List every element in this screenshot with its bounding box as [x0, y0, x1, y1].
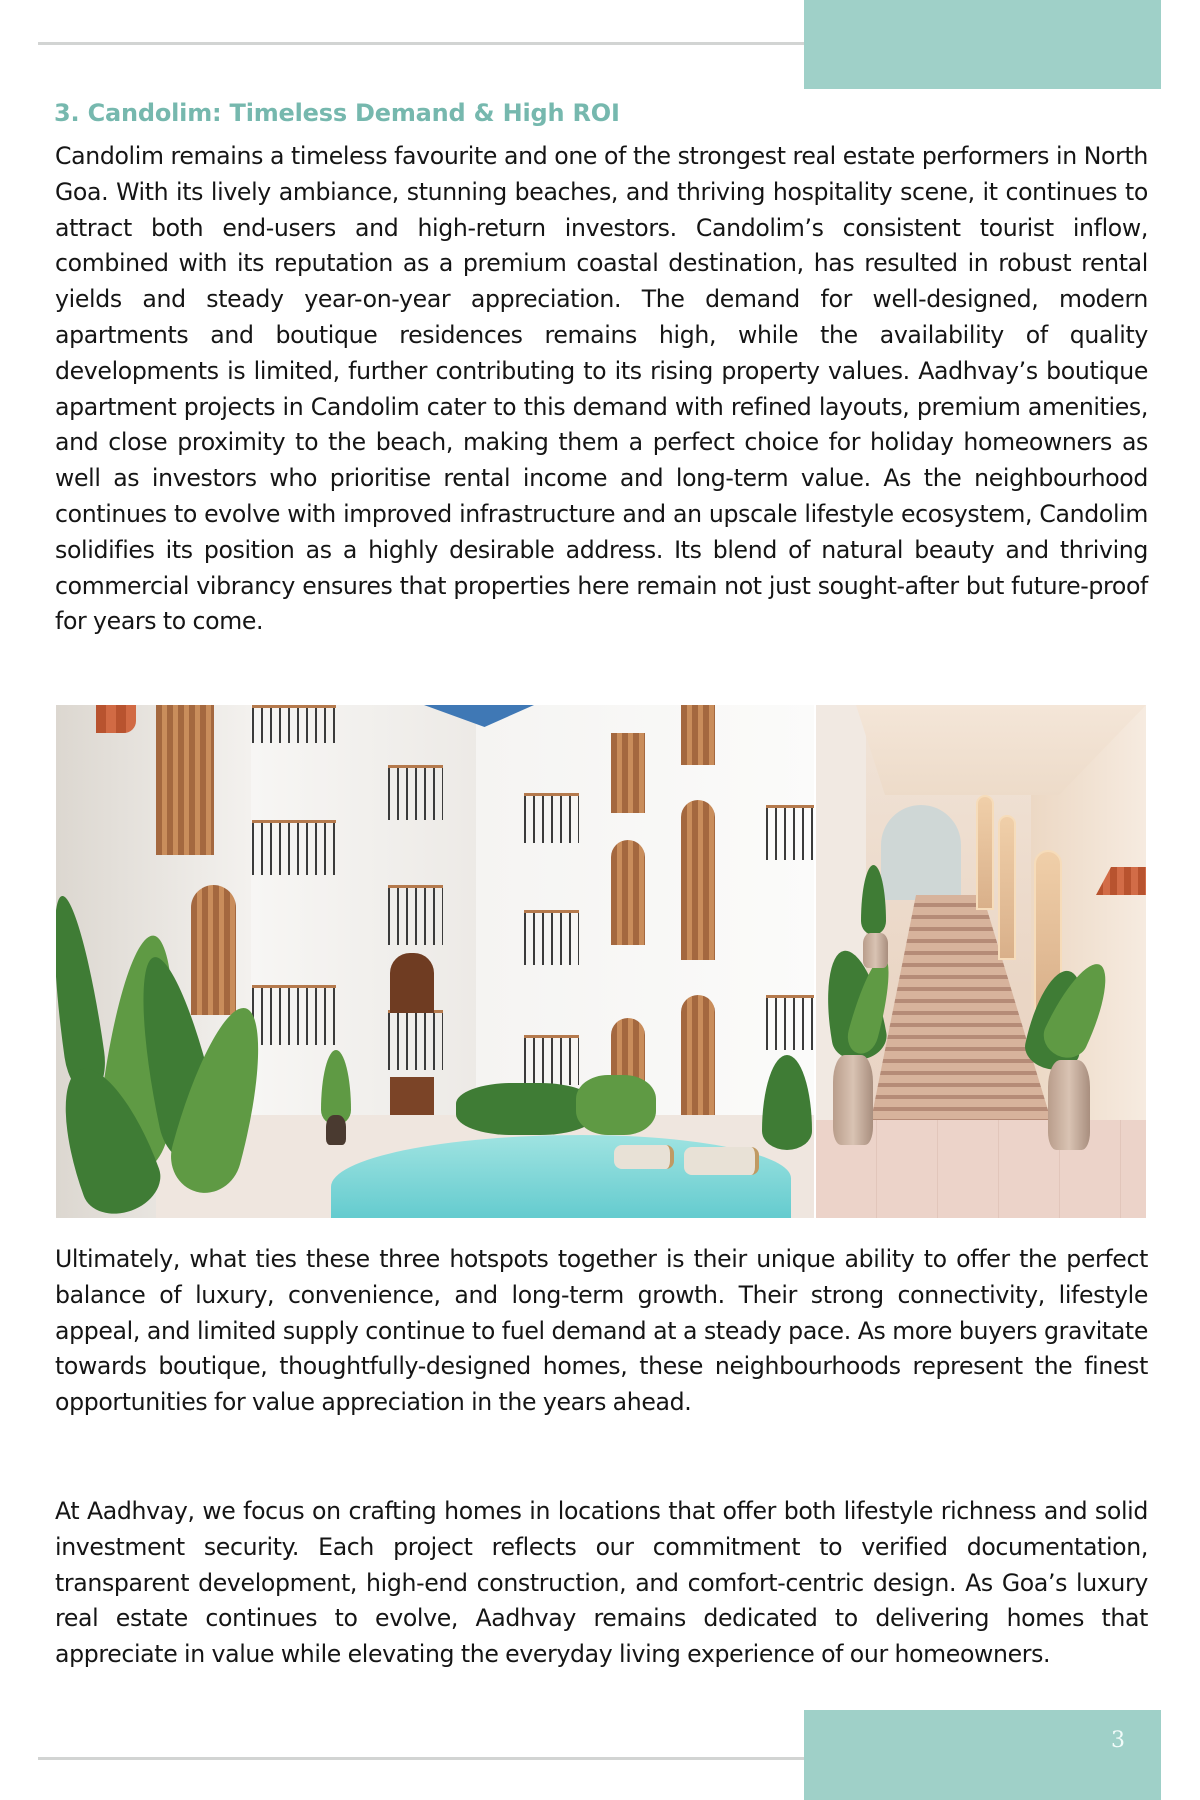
- header-accent-block: [804, 0, 1161, 89]
- lounger: [614, 1145, 674, 1169]
- slatted-window: [156, 705, 214, 855]
- balcony-railing: [252, 820, 336, 875]
- clay-urn: [1048, 1060, 1090, 1150]
- slatted-window: [191, 885, 236, 1015]
- tropical-plant: [576, 1075, 656, 1135]
- section-body-paragraph: Candolim remains a timeless favourite and one of the strongest real estate performers in North Goa. With its lively ambiance, stunning beaches, and thriving hospitality scene, it continues to attract both end-users and high-return investors. Candolim’s consistent tourist inflow, combined with its reputation as a premium coastal destination, has resulted in robust rental yields and steady year-on-year appreciation. The demand for well-designed, modern apartments and boutique residences remains high, while the availability of quality developments is limited, further contributing to its rising property values. Aadhvay’s boutique apartment projects in Candolim cater to this demand with refined layouts, premium amenities, and close proximity to the beach, making them a perfect choice for holiday homeowners as well as investors who prioritise rental income and long-term value. As the neighbourhood continues to evolve with improved infrastructure and an upscale lifestyle ecosystem, Candolim solidifies its position as a highly desirable address. Its blend of natural beauty and thriving commercial vibrancy ensures that properties here remain not just sought-after but future-proof for years to come.: [55, 142, 1148, 636]
- balcony-railing: [388, 1010, 443, 1070]
- staircase: [871, 895, 1051, 1120]
- wooden-door: [390, 953, 434, 1013]
- balcony-railing: [252, 705, 336, 743]
- balcony-railing: [524, 793, 579, 843]
- balcony-railing: [766, 995, 814, 1050]
- arched-wall-niche: [998, 815, 1016, 960]
- balcony-railing: [252, 985, 336, 1045]
- far-archway: [881, 805, 961, 900]
- balcony-railing: [524, 1035, 579, 1085]
- lounger: [684, 1147, 759, 1175]
- clay-urn: [833, 1055, 873, 1145]
- courtyard-pool-photo: [56, 705, 814, 1218]
- planter-pot: [326, 1115, 346, 1145]
- slatted-window: [611, 733, 645, 813]
- section-heading: 3. Candolim: Timeless Demand & High ROI: [54, 99, 620, 127]
- slatted-window: [611, 840, 645, 945]
- conclusion-paragraph: Ultimately, what ties these three hotspots together is their unique ability to offer the perfect balance of luxury, convenience, and long-term growth. Their strong connectivity, lifestyle appeal, and limited supply continue to fuel demand at a steady pace. As more buyers gravitate towards boutique, thoughtfully-designed homes, these neighbourhoods represent the finest opportunities for value appreciation in the years ahead.: [55, 1245, 1148, 1417]
- roof-tiles: [96, 705, 136, 733]
- balcony-railing: [766, 805, 814, 860]
- staircase-photo: [816, 705, 1146, 1218]
- slatted-window: [681, 705, 715, 765]
- arched-wall-niche: [976, 795, 994, 910]
- closing-paragraph: At Aadhvay, we focus on crafting homes in locations that offer both lifestyle richness and solid investment security. Each project reflects our commitment to verified documentation, transparent development, high-end construction, and comfort-centric design. As Goa’s luxury real estate continues to evolve, Aadhvay remains dedicated to delivering homes that appreciate in value while elevating the everyday living experience of our homeowners.: [55, 1497, 1148, 1669]
- clay-urn: [863, 933, 888, 968]
- tropical-plant: [456, 1083, 596, 1135]
- footer-accent-block: [804, 1710, 1161, 1800]
- header-rule: [38, 42, 808, 45]
- footer-rule: [38, 1757, 808, 1760]
- page-number: 3: [1111, 1728, 1125, 1753]
- slatted-window: [681, 800, 715, 960]
- balcony-railing: [388, 765, 443, 820]
- balcony-railing: [388, 885, 443, 945]
- balcony-railing: [524, 910, 579, 965]
